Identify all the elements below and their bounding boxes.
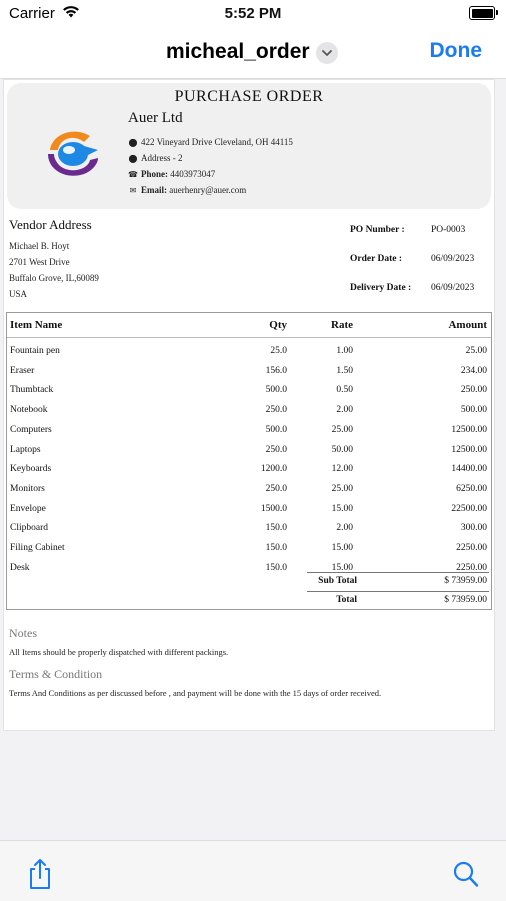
cell-rate: 1.00 — [336, 346, 353, 356]
battery-icon — [469, 6, 495, 20]
cell-item-name: Computers — [10, 424, 52, 435]
items-table — [6, 312, 492, 610]
cell-amount: 12500.00 — [451, 424, 487, 435]
subtotal-divider — [307, 572, 489, 573]
order-date-value: 06/09/2023 — [431, 254, 475, 264]
header-item-name: Item Name — [10, 319, 63, 331]
header-rate: Rate — [331, 319, 353, 331]
carrier-label: Carrier — [9, 5, 55, 22]
po-number-value: PO-0003 — [431, 225, 466, 235]
mail-icon: ✉ — [129, 186, 137, 195]
cell-amount: 25.00 — [465, 346, 487, 356]
address2-text: Address - 2 — [141, 153, 183, 163]
terms-heading: Terms & Condition — [9, 667, 103, 681]
navigation-bar — [0, 28, 506, 79]
delivery-date-label: Delivery Date : — [350, 283, 412, 293]
cell-qty: 250.0 — [265, 483, 287, 494]
header-amount: Amount — [448, 319, 487, 331]
cell-item-name: Monitors — [10, 483, 45, 494]
email-text: auerhenry@auer.com — [169, 185, 247, 195]
cell-item-name: Laptops — [10, 444, 41, 455]
cell-item-name: Keyboards — [10, 464, 52, 475]
cell-qty: 150.0 — [265, 543, 287, 553]
cell-rate: 15.00 — [331, 562, 353, 573]
chevron-down-icon[interactable] — [316, 42, 338, 64]
status-time: 5:52 PM — [224, 5, 282, 22]
company-name: Auer Ltd — [128, 110, 183, 126]
po-heading: PURCHASE ORDER — [174, 88, 324, 105]
cell-rate: 25.00 — [331, 424, 353, 435]
cell-qty: 150.0 — [265, 562, 287, 573]
cell-qty: 500.0 — [265, 385, 287, 396]
vendor-line: USA — [9, 289, 28, 299]
cell-amount: 12500.00 — [451, 444, 487, 455]
cell-qty: 1500.0 — [260, 503, 287, 514]
cell-amount: 500.00 — [460, 405, 487, 416]
company-logo — [40, 126, 102, 180]
cell-rate: 0.50 — [336, 385, 353, 396]
delivery-date-value: 06/09/2023 — [431, 283, 475, 293]
document-preview[interactable] — [0, 79, 506, 840]
cell-qty: 250.0 — [265, 444, 287, 455]
cell-rate: 15.00 — [331, 503, 353, 514]
bottom-toolbar — [0, 840, 506, 901]
company-address — [128, 137, 293, 147]
cell-qty: 250.0 — [265, 405, 287, 416]
cell-qty: 150.0 — [265, 523, 287, 534]
cell-amount: 234.00 — [460, 365, 487, 376]
cell-rate: 50.00 — [331, 444, 353, 455]
cell-item-name: Fountain pen — [10, 346, 60, 356]
email-label: Email: — [141, 185, 167, 195]
cell-rate: 12.00 — [331, 464, 353, 475]
order-date-label: Order Date : — [350, 254, 403, 264]
header-qty: Qty — [269, 319, 287, 331]
subtotal-value: $ 73959.00 — [444, 576, 487, 586]
cell-qty: 156.0 — [265, 365, 287, 376]
cell-rate: 15.00 — [331, 543, 353, 553]
cell-amount: 22500.00 — [451, 503, 487, 514]
cell-amount: 300.00 — [460, 523, 487, 534]
vendor-line: Buffalo Grove, IL,60089 — [9, 273, 99, 283]
cell-item-name: Desk — [10, 562, 30, 573]
cell-amount: 250.00 — [460, 385, 487, 396]
company-email — [128, 185, 246, 195]
notes-heading: Notes — [9, 626, 37, 640]
header-divider — [7, 337, 491, 338]
vendor-line: 2701 West Drive — [9, 257, 70, 267]
po-number-label: PO Number : — [350, 225, 405, 235]
share-icon[interactable] — [26, 857, 54, 891]
address-text: 422 Vineyard Drive Cleveland, OH 44115 — [141, 137, 293, 147]
vendor-line: Michael B. Hoyt — [9, 241, 70, 251]
location-pin-icon: ⬤ — [128, 138, 138, 147]
location-pin-icon: ⬤ — [128, 154, 138, 163]
phone-label: Phone: — [141, 169, 168, 179]
cell-qty: 500.0 — [265, 424, 287, 435]
phone-icon: ☎ — [128, 170, 138, 179]
company-phone — [128, 169, 215, 179]
status-bar — [0, 0, 506, 28]
subtotal-label: Sub Total — [318, 576, 357, 586]
cell-qty: 25.0 — [270, 346, 287, 356]
company-address-2 — [128, 153, 183, 163]
cell-qty: 1200.0 — [260, 464, 287, 475]
cell-rate: 2.00 — [336, 523, 353, 534]
notes-text: All Items should be properly dispatched with different packings. — [9, 647, 229, 657]
phone-text: 4403973047 — [170, 169, 216, 179]
total-divider — [307, 591, 489, 592]
total-value: $ 73959.00 — [444, 595, 487, 605]
cell-amount: 6250.00 — [456, 483, 487, 494]
terms-text: Terms And Conditions as per discussed before , and payment will be done with the 15 days of order received. — [9, 688, 382, 698]
cell-item-name: Notebook — [10, 405, 48, 416]
cell-rate: 1.50 — [336, 365, 353, 376]
search-icon[interactable] — [452, 859, 480, 889]
cell-item-name: Thumbtack — [10, 385, 54, 396]
document-title[interactable]: micheal_order — [166, 40, 310, 63]
cell-item-name: Filing Cabinet — [10, 543, 65, 553]
cell-amount: 2250.00 — [456, 562, 487, 573]
total-label: Total — [336, 595, 357, 605]
cell-rate: 25.00 — [331, 483, 353, 494]
done-button[interactable]: Done — [429, 39, 482, 62]
cell-item-name: Envelope — [10, 503, 46, 514]
cell-amount: 14400.00 — [451, 464, 487, 475]
cell-item-name: Clipboard — [10, 523, 48, 534]
vendor-heading: Vendor Address — [9, 217, 92, 232]
purchase-order-page — [3, 79, 495, 731]
cell-rate: 2.00 — [336, 405, 353, 416]
cell-amount: 2250.00 — [456, 543, 487, 553]
cell-item-name: Eraser — [10, 365, 35, 376]
